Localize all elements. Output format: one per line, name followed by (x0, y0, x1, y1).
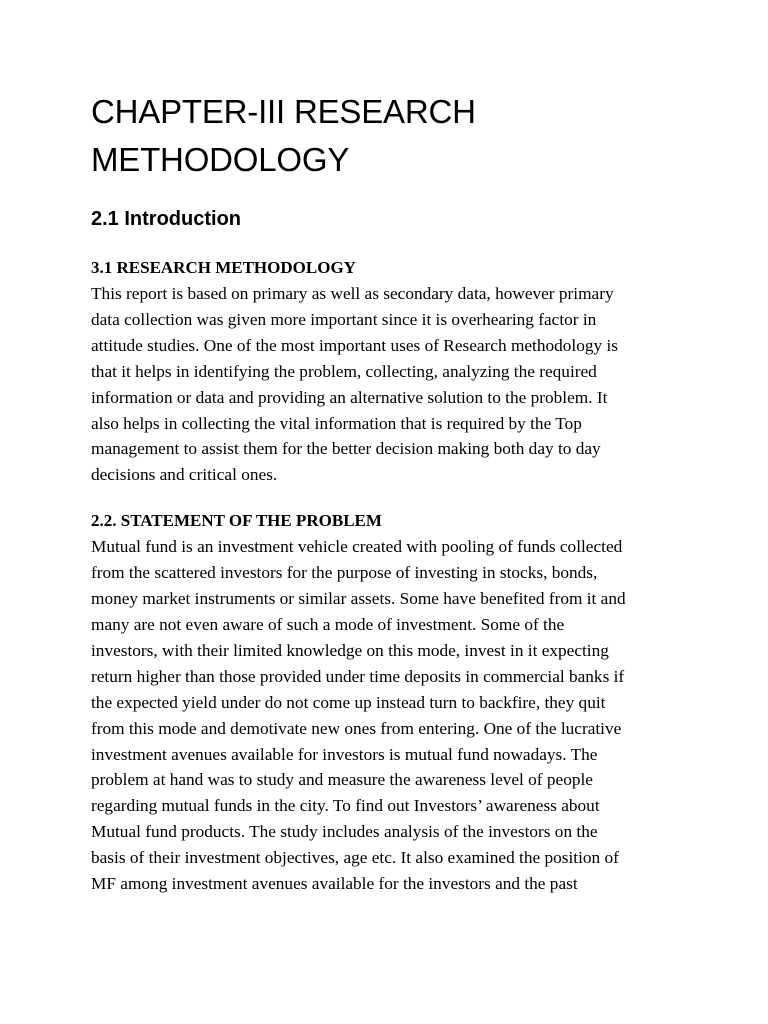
section-heading: 2.2. STATEMENT OF THE PROBLEM (91, 511, 382, 531)
section-research-methodology (91, 255, 688, 488)
introduction-heading: 2.1 Introduction (91, 208, 241, 230)
chapter-title (91, 88, 688, 184)
section-body-paragraph: Mutual fund is an investment vehicle created with pooling of funds collected from the scattered investors for the purpose of investing in stocks, bonds, money market instruments or similar assets. Some have benefited from it and many are not even aware of such a mode of investment. Some of the investors, with their limited knowledge on this mode, invest in it expecting return higher than those provided under time deposits in commercial banks if the expected yield under do not come up instead turn to backfire, they quit from this mode and demotivate new ones from entering. One of the lucrative investment avenues available for investors is mutual fund nowadays. The problem at hand was to study and measure the awareness level of people regarding mutual funds in the city. To find out Investors’ awareness about Mutual fund products. The study includes analysis of the investors on the basis of their investment objectives, age etc. It also examined the position of MF among investment avenues available for the investors and the past (91, 537, 626, 894)
section-body-paragraph: This report is based on primary as well as secondary data, however primary data collection was given more important since it is overhearing factor in attitude studies. One of the most important uses of Research methodology is that it helps in identifying the problem, collecting, analyzing the required information or data and providing an alternative solution to the problem. It also helps in collecting the vital information that is required by the Top management to assist them for the better decision making both day to day decisions and critical ones. (91, 284, 618, 485)
section-heading: 3.1 RESEARCH METHODOLOGY (91, 258, 356, 277)
chapter-title-line-2: METHODOLOGY (91, 141, 350, 178)
chapter-title-line-1: CHAPTER-III RESEARCH (91, 93, 476, 130)
section-statement-of-problem (91, 508, 688, 897)
